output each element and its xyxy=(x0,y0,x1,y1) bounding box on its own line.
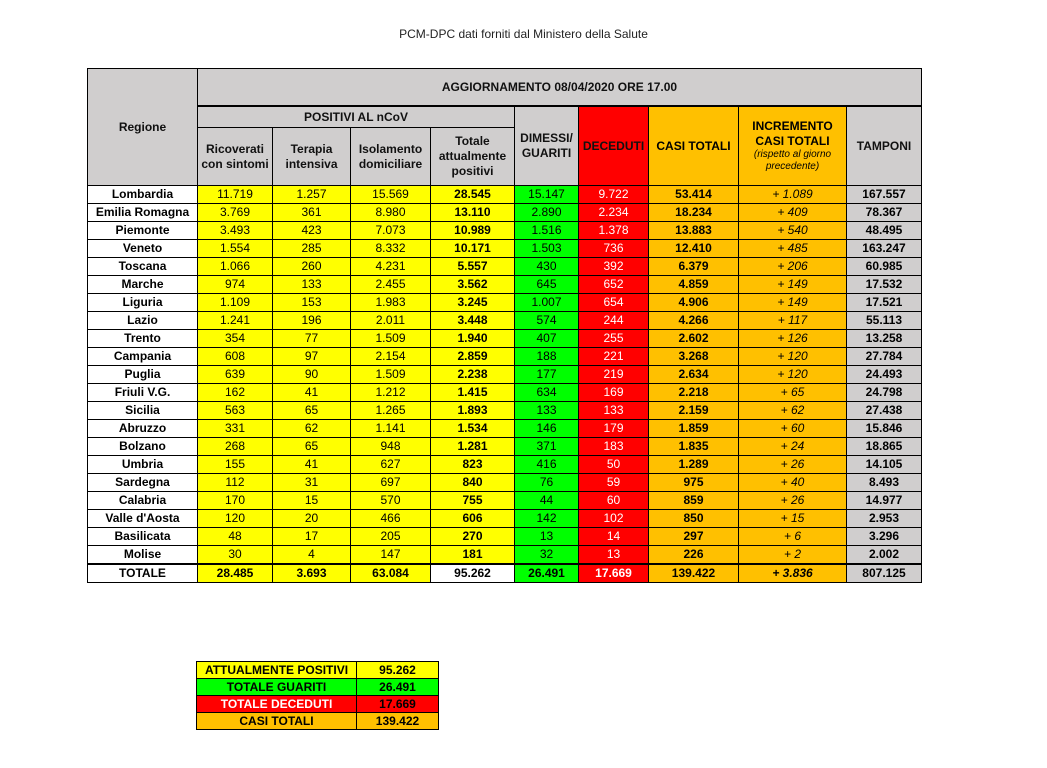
col-ricoverati-header: Ricoverati con sintomi xyxy=(198,128,273,186)
cell-tot: 3.562 xyxy=(431,276,515,294)
incremento-note: (rispetto al giorno precedente) xyxy=(753,149,832,172)
cell-tot: 1.415 xyxy=(431,384,515,402)
cell-dim: 146 xyxy=(515,420,579,438)
cell-ric: 120 xyxy=(198,510,273,528)
cell-dim: 2.890 xyxy=(515,204,579,222)
cell-iso: 1.983 xyxy=(351,294,431,312)
cell-dec: 9.722 xyxy=(579,186,649,204)
cell-dec: 1.378 xyxy=(579,222,649,240)
table-body xyxy=(88,186,922,583)
cell-casi: 975 xyxy=(649,474,739,492)
table-row xyxy=(88,276,922,294)
cell-iso: 697 xyxy=(351,474,431,492)
table-row xyxy=(88,330,922,348)
cell-tamp: 2.002 xyxy=(847,546,922,565)
table-row xyxy=(88,546,922,565)
cell-casi: 859 xyxy=(649,492,739,510)
cell-ric: 1.109 xyxy=(198,294,273,312)
cell-iso: 1.141 xyxy=(351,420,431,438)
cell-inc: + 6 xyxy=(739,528,847,546)
cell-tamp: 163.247 xyxy=(847,240,922,258)
cell-dim: 1.007 xyxy=(515,294,579,312)
col-isolamento-header: Isolamento domiciliare xyxy=(351,128,431,186)
summary-value: 95.262 xyxy=(357,662,439,679)
cell-inc: + 65 xyxy=(739,384,847,402)
cell-ter: 20 xyxy=(273,510,351,528)
cell-iso: 2.011 xyxy=(351,312,431,330)
cell-iso: 466 xyxy=(351,510,431,528)
cell-dec: 183 xyxy=(579,438,649,456)
cell-tot: 1.534 xyxy=(431,420,515,438)
cell-ric: 162 xyxy=(198,384,273,402)
cell-tamp: 48.495 xyxy=(847,222,922,240)
summary-row xyxy=(197,662,439,679)
cell-tamp: 8.493 xyxy=(847,474,922,492)
cell-inc: + 26 xyxy=(739,456,847,474)
cell-dim: 1.503 xyxy=(515,240,579,258)
cell-ter: 90 xyxy=(273,366,351,384)
cell-dec: 179 xyxy=(579,420,649,438)
cell-tot: 10.989 xyxy=(431,222,515,240)
total-dim: 26.491 xyxy=(515,564,579,583)
col-tamponi-header: TAMPONI xyxy=(847,106,922,186)
cell-tot: 1.940 xyxy=(431,330,515,348)
cell-inc: + 149 xyxy=(739,276,847,294)
cell-dim: 15.147 xyxy=(515,186,579,204)
cell-dec: 652 xyxy=(579,276,649,294)
cell-inc: + 40 xyxy=(739,474,847,492)
cell-tamp: 15.846 xyxy=(847,420,922,438)
cell-dim: 645 xyxy=(515,276,579,294)
cell-iso: 570 xyxy=(351,492,431,510)
cell-casi: 1.835 xyxy=(649,438,739,456)
cell-tot: 2.859 xyxy=(431,348,515,366)
cell-ric: 3.493 xyxy=(198,222,273,240)
cell-dec: 654 xyxy=(579,294,649,312)
cell-dec: 392 xyxy=(579,258,649,276)
total-casi: 139.422 xyxy=(649,564,739,583)
cell-tamp: 60.985 xyxy=(847,258,922,276)
cell-tamp: 167.557 xyxy=(847,186,922,204)
cell-ric: 608 xyxy=(198,348,273,366)
cell-iso: 1.509 xyxy=(351,330,431,348)
cell-ter: 361 xyxy=(273,204,351,222)
cell-dec: 14 xyxy=(579,528,649,546)
cell-inc: + 149 xyxy=(739,294,847,312)
cell-regione: Abruzzo xyxy=(88,420,198,438)
cell-inc: + 126 xyxy=(739,330,847,348)
table-row xyxy=(88,474,922,492)
cell-ric: 639 xyxy=(198,366,273,384)
cell-casi: 3.268 xyxy=(649,348,739,366)
table-row xyxy=(88,492,922,510)
cell-tot: 1.281 xyxy=(431,438,515,456)
cell-regione: Bolzano xyxy=(88,438,198,456)
cell-regione: Basilicata xyxy=(88,528,198,546)
cell-iso: 1.265 xyxy=(351,402,431,420)
col-casi-header: CASI TOTALI xyxy=(649,106,739,186)
cell-ter: 41 xyxy=(273,456,351,474)
cell-regione: Lazio xyxy=(88,312,198,330)
cell-dec: 255 xyxy=(579,330,649,348)
summary-table xyxy=(196,661,439,730)
cell-regione: Puglia xyxy=(88,366,198,384)
cell-dim: 1.516 xyxy=(515,222,579,240)
incremento-title: INCREMENTO CASI TOTALI xyxy=(752,119,833,148)
summary-value: 17.669 xyxy=(357,696,439,713)
cell-iso: 2.455 xyxy=(351,276,431,294)
summary-label: TOTALE DECEDUTI xyxy=(197,696,357,713)
cell-casi: 2.218 xyxy=(649,384,739,402)
cell-casi: 2.634 xyxy=(649,366,739,384)
table-row xyxy=(88,438,922,456)
table-row xyxy=(88,456,922,474)
cell-casi: 4.859 xyxy=(649,276,739,294)
cell-ric: 170 xyxy=(198,492,273,510)
summary-label: CASI TOTALI xyxy=(197,713,357,730)
table-row xyxy=(88,204,922,222)
cell-tot: 823 xyxy=(431,456,515,474)
cell-regione: Trento xyxy=(88,330,198,348)
table-row xyxy=(88,402,922,420)
total-tot: 95.262 xyxy=(431,564,515,583)
cell-tamp: 13.258 xyxy=(847,330,922,348)
total-inc: + 3.836 xyxy=(739,564,847,583)
summary-value: 139.422 xyxy=(357,713,439,730)
cell-tot: 3.245 xyxy=(431,294,515,312)
table-row xyxy=(88,258,922,276)
cell-regione: Toscana xyxy=(88,258,198,276)
cell-ter: 15 xyxy=(273,492,351,510)
cell-iso: 15.569 xyxy=(351,186,431,204)
cell-casi: 18.234 xyxy=(649,204,739,222)
cell-casi: 6.379 xyxy=(649,258,739,276)
cell-regione: Sicilia xyxy=(88,402,198,420)
cell-iso: 8.332 xyxy=(351,240,431,258)
table-row xyxy=(88,510,922,528)
total-ter: 3.693 xyxy=(273,564,351,583)
cell-tamp: 78.367 xyxy=(847,204,922,222)
cell-inc: + 26 xyxy=(739,492,847,510)
col-deceduti-header: DECEDUTI xyxy=(579,106,649,186)
cell-dec: 221 xyxy=(579,348,649,366)
cell-ter: 41 xyxy=(273,384,351,402)
total-ric: 28.485 xyxy=(198,564,273,583)
cell-dim: 371 xyxy=(515,438,579,456)
cell-dec: 133 xyxy=(579,402,649,420)
cell-inc: + 540 xyxy=(739,222,847,240)
table-row xyxy=(88,384,922,402)
cell-ter: 1.257 xyxy=(273,186,351,204)
cell-tot: 5.557 xyxy=(431,258,515,276)
cell-dim: 133 xyxy=(515,402,579,420)
cell-casi: 297 xyxy=(649,528,739,546)
cell-regione: Umbria xyxy=(88,456,198,474)
cell-tot: 2.238 xyxy=(431,366,515,384)
summary-label: ATTUALMENTE POSITIVI xyxy=(197,662,357,679)
cell-ter: 4 xyxy=(273,546,351,565)
cell-ter: 153 xyxy=(273,294,351,312)
cell-regione: Veneto xyxy=(88,240,198,258)
cell-regione: Marche xyxy=(88,276,198,294)
cell-dim: 430 xyxy=(515,258,579,276)
cell-ric: 974 xyxy=(198,276,273,294)
cell-inc: + 24 xyxy=(739,438,847,456)
cell-tot: 28.545 xyxy=(431,186,515,204)
cell-inc: + 117 xyxy=(739,312,847,330)
table-row xyxy=(88,420,922,438)
cell-ric: 354 xyxy=(198,330,273,348)
cell-dim: 76 xyxy=(515,474,579,492)
cell-iso: 2.154 xyxy=(351,348,431,366)
cell-inc: + 62 xyxy=(739,402,847,420)
cell-casi: 226 xyxy=(649,546,739,565)
cell-dec: 169 xyxy=(579,384,649,402)
cell-tamp: 2.953 xyxy=(847,510,922,528)
cell-dec: 102 xyxy=(579,510,649,528)
cell-casi: 850 xyxy=(649,510,739,528)
cell-ric: 563 xyxy=(198,402,273,420)
cell-tamp: 27.784 xyxy=(847,348,922,366)
cell-iso: 7.073 xyxy=(351,222,431,240)
cell-regione: Friuli V.G. xyxy=(88,384,198,402)
cell-regione: Liguria xyxy=(88,294,198,312)
cell-ric: 48 xyxy=(198,528,273,546)
summary-row xyxy=(197,696,439,713)
cell-inc: + 1.089 xyxy=(739,186,847,204)
cell-ric: 11.719 xyxy=(198,186,273,204)
table-row xyxy=(88,240,922,258)
summary-row xyxy=(197,679,439,696)
cell-casi: 53.414 xyxy=(649,186,739,204)
cell-ter: 97 xyxy=(273,348,351,366)
cell-dec: 59 xyxy=(579,474,649,492)
cell-dec: 2.234 xyxy=(579,204,649,222)
cell-ric: 112 xyxy=(198,474,273,492)
total-regione: TOTALE xyxy=(88,564,198,583)
document-title: PCM-DPC dati forniti dal Ministero della Salute xyxy=(399,27,648,41)
cell-tot: 13.110 xyxy=(431,204,515,222)
cell-casi: 4.266 xyxy=(649,312,739,330)
totals-row xyxy=(88,564,922,583)
cell-dim: 44 xyxy=(515,492,579,510)
cell-ter: 133 xyxy=(273,276,351,294)
cell-tamp: 17.532 xyxy=(847,276,922,294)
table-row xyxy=(88,222,922,240)
col-incremento-header xyxy=(739,106,847,186)
cell-iso: 1.509 xyxy=(351,366,431,384)
col-regione-header: Regione xyxy=(88,69,198,186)
cell-tamp: 17.521 xyxy=(847,294,922,312)
cell-iso: 948 xyxy=(351,438,431,456)
cell-ter: 423 xyxy=(273,222,351,240)
cell-ter: 260 xyxy=(273,258,351,276)
cell-ric: 30 xyxy=(198,546,273,565)
col-totale-positivi-header: Totale attualmente positivi xyxy=(431,128,515,186)
cell-casi: 12.410 xyxy=(649,240,739,258)
cell-tamp: 24.493 xyxy=(847,366,922,384)
cell-ric: 1.554 xyxy=(198,240,273,258)
cell-casi: 13.883 xyxy=(649,222,739,240)
cell-tot: 3.448 xyxy=(431,312,515,330)
cell-regione: Sardegna xyxy=(88,474,198,492)
total-tamp: 807.125 xyxy=(847,564,922,583)
cell-casi: 1.859 xyxy=(649,420,739,438)
cell-dec: 50 xyxy=(579,456,649,474)
cell-casi: 4.906 xyxy=(649,294,739,312)
cell-dec: 736 xyxy=(579,240,649,258)
cell-regione: Emilia Romagna xyxy=(88,204,198,222)
table-row xyxy=(88,366,922,384)
cell-casi: 1.289 xyxy=(649,456,739,474)
cell-tot: 840 xyxy=(431,474,515,492)
cell-tot: 270 xyxy=(431,528,515,546)
cell-inc: + 60 xyxy=(739,420,847,438)
cell-regione: Campania xyxy=(88,348,198,366)
summary-label: TOTALE GUARITI xyxy=(197,679,357,696)
cell-regione: Piemonte xyxy=(88,222,198,240)
cell-regione: Calabria xyxy=(88,492,198,510)
cell-ric: 1.066 xyxy=(198,258,273,276)
cell-ter: 17 xyxy=(273,528,351,546)
cell-ric: 331 xyxy=(198,420,273,438)
cell-dim: 407 xyxy=(515,330,579,348)
table-row xyxy=(88,294,922,312)
cell-regione: Lombardia xyxy=(88,186,198,204)
cell-ter: 77 xyxy=(273,330,351,348)
table-row xyxy=(88,312,922,330)
positivi-group-header: POSITIVI AL nCoV xyxy=(198,106,515,128)
cell-inc: + 206 xyxy=(739,258,847,276)
cell-ter: 196 xyxy=(273,312,351,330)
total-iso: 63.084 xyxy=(351,564,431,583)
table-row xyxy=(88,528,922,546)
cell-dec: 60 xyxy=(579,492,649,510)
cell-inc: + 120 xyxy=(739,366,847,384)
cell-inc: + 120 xyxy=(739,348,847,366)
cell-tamp: 18.865 xyxy=(847,438,922,456)
cell-ter: 31 xyxy=(273,474,351,492)
cell-ter: 65 xyxy=(273,438,351,456)
cell-ter: 62 xyxy=(273,420,351,438)
cell-inc: + 2 xyxy=(739,546,847,565)
cell-dim: 13 xyxy=(515,528,579,546)
cell-tamp: 27.438 xyxy=(847,402,922,420)
cell-dim: 416 xyxy=(515,456,579,474)
total-dec: 17.669 xyxy=(579,564,649,583)
cell-ric: 3.769 xyxy=(198,204,273,222)
cell-regione: Valle d'Aosta xyxy=(88,510,198,528)
cell-dim: 142 xyxy=(515,510,579,528)
cell-ric: 155 xyxy=(198,456,273,474)
table-row xyxy=(88,186,922,204)
summary-row xyxy=(197,713,439,730)
update-banner: AGGIORNAMENTO 08/04/2020 ORE 17.00 xyxy=(198,69,922,107)
cell-dec: 244 xyxy=(579,312,649,330)
cell-casi: 2.602 xyxy=(649,330,739,348)
cell-dim: 188 xyxy=(515,348,579,366)
cell-tot: 10.171 xyxy=(431,240,515,258)
cell-tamp: 14.105 xyxy=(847,456,922,474)
cell-inc: + 485 xyxy=(739,240,847,258)
cell-iso: 8.980 xyxy=(351,204,431,222)
cell-tamp: 14.977 xyxy=(847,492,922,510)
cell-ter: 285 xyxy=(273,240,351,258)
cell-dim: 634 xyxy=(515,384,579,402)
regional-data-table xyxy=(87,68,922,583)
cell-casi: 2.159 xyxy=(649,402,739,420)
col-terapia-header: Terapia intensiva xyxy=(273,128,351,186)
col-dimessi-header: DIMESSI/ GUARITI xyxy=(515,106,579,186)
cell-inc: + 409 xyxy=(739,204,847,222)
cell-iso: 627 xyxy=(351,456,431,474)
cell-tamp: 24.798 xyxy=(847,384,922,402)
cell-tamp: 55.113 xyxy=(847,312,922,330)
cell-tot: 1.893 xyxy=(431,402,515,420)
cell-iso: 147 xyxy=(351,546,431,565)
cell-tot: 181 xyxy=(431,546,515,565)
cell-dim: 574 xyxy=(515,312,579,330)
cell-tot: 606 xyxy=(431,510,515,528)
cell-dim: 177 xyxy=(515,366,579,384)
cell-tamp: 3.296 xyxy=(847,528,922,546)
cell-ric: 1.241 xyxy=(198,312,273,330)
cell-iso: 1.212 xyxy=(351,384,431,402)
table-row xyxy=(88,348,922,366)
summary-value: 26.491 xyxy=(357,679,439,696)
cell-tot: 755 xyxy=(431,492,515,510)
cell-iso: 205 xyxy=(351,528,431,546)
cell-dec: 13 xyxy=(579,546,649,565)
cell-ric: 268 xyxy=(198,438,273,456)
cell-ter: 65 xyxy=(273,402,351,420)
cell-regione: Molise xyxy=(88,546,198,565)
cell-iso: 4.231 xyxy=(351,258,431,276)
cell-dim: 32 xyxy=(515,546,579,565)
cell-inc: + 15 xyxy=(739,510,847,528)
cell-dec: 219 xyxy=(579,366,649,384)
